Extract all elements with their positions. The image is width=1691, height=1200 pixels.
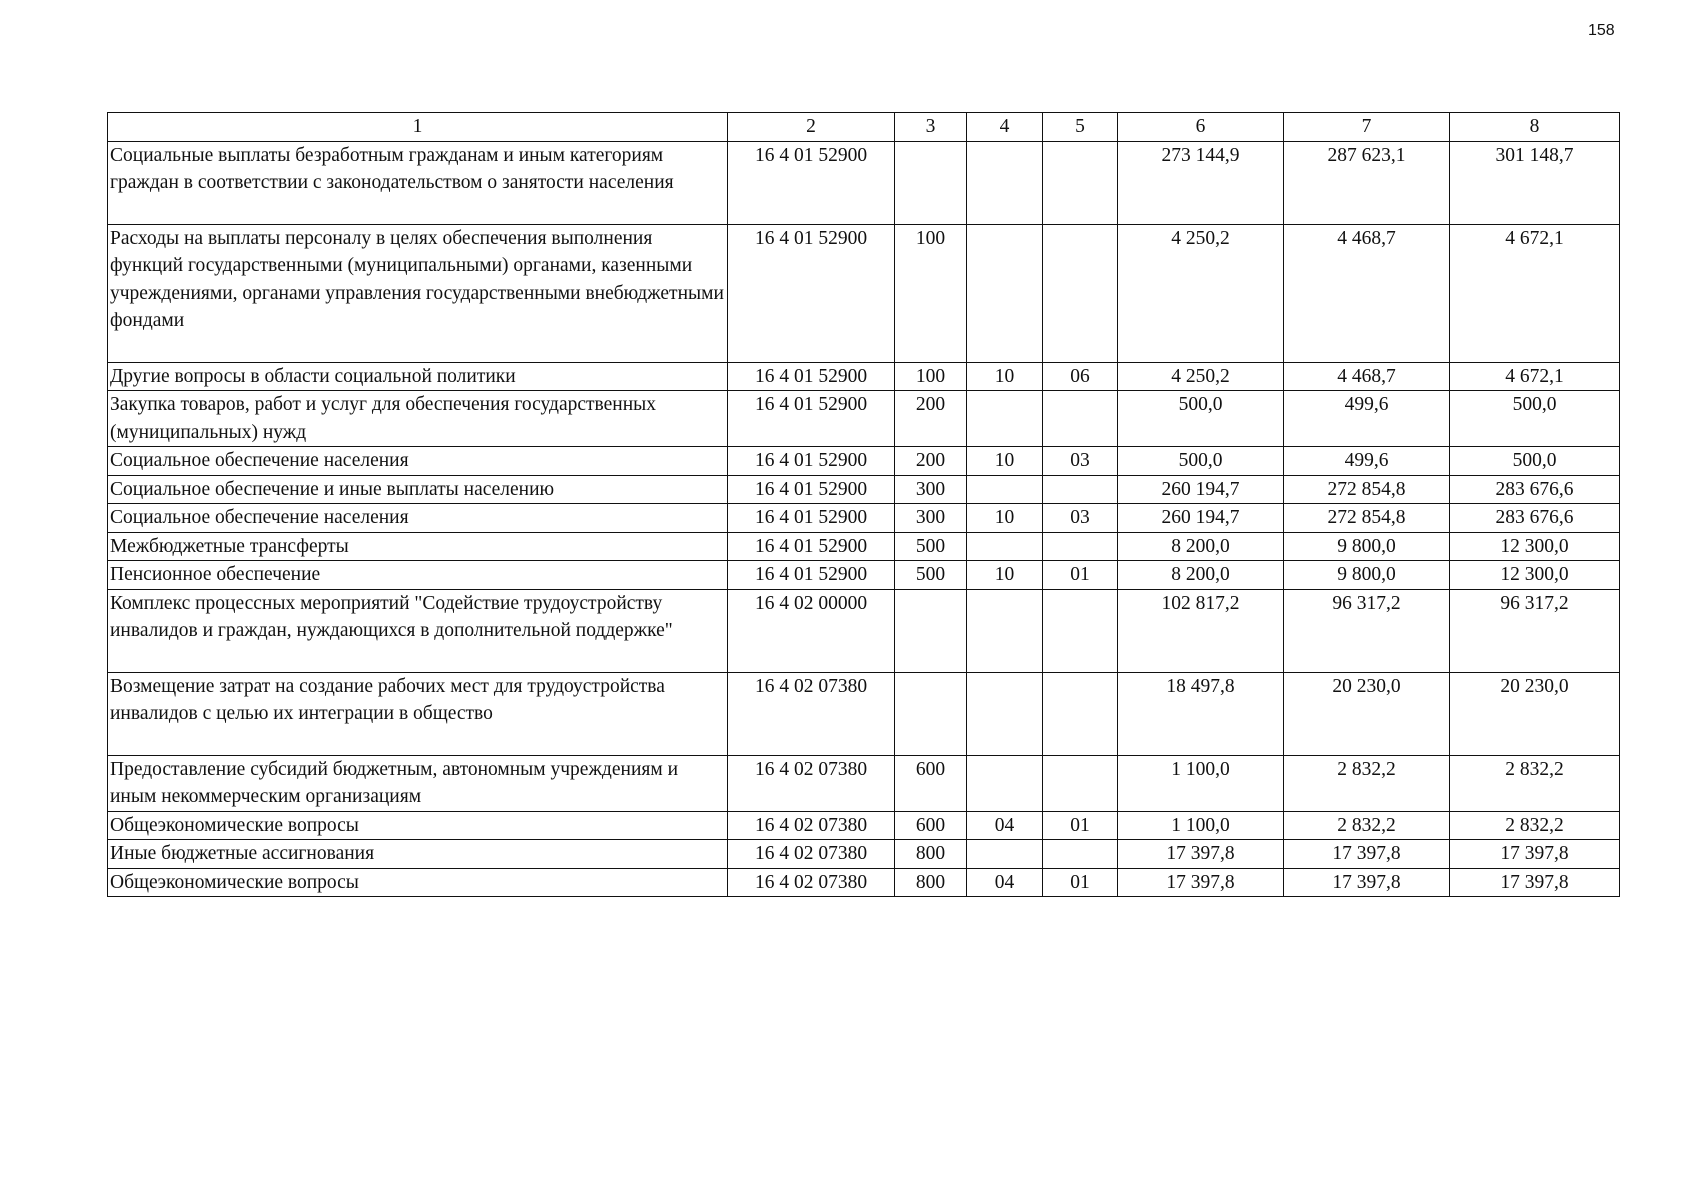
cell-target-code: 16 4 01 52900 — [728, 561, 895, 590]
cell-subsection: 01 — [1043, 811, 1118, 840]
cell-name: Другие вопросы в области социальной политики — [108, 362, 728, 391]
cell-target-code: 16 4 02 07380 — [728, 755, 895, 811]
table-row — [108, 755, 1620, 811]
cell-amount-year-1: 8 200,0 — [1118, 561, 1284, 590]
cell-expense-type — [895, 141, 967, 224]
cell-amount-year-2: 9 800,0 — [1284, 532, 1450, 561]
table-row — [108, 672, 1620, 755]
cell-amount-year-2: 9 800,0 — [1284, 561, 1450, 590]
cell-expense-type: 600 — [895, 811, 967, 840]
cell-subsection — [1043, 224, 1118, 362]
cell-name: Социальные выплаты безработным гражданам и иным категориям граждан в соответствии с законодательством о занятости населения — [108, 141, 728, 224]
cell-amount-year-3: 20 230,0 — [1450, 672, 1620, 755]
cell-name: Предоставление субсидий бюджетным, автономным учреждениям и иным некоммерческим организациям — [108, 755, 728, 811]
cell-subsection: 03 — [1043, 504, 1118, 533]
cell-amount-year-3: 283 676,6 — [1450, 475, 1620, 504]
cell-amount-year-1: 500,0 — [1118, 447, 1284, 476]
cell-amount-year-1: 260 194,7 — [1118, 475, 1284, 504]
cell-target-code: 16 4 01 52900 — [728, 141, 895, 224]
cell-target-code: 16 4 01 52900 — [728, 391, 895, 447]
cell-amount-year-3: 500,0 — [1450, 447, 1620, 476]
cell-amount-year-2: 96 317,2 — [1284, 589, 1450, 672]
cell-amount-year-2: 17 397,8 — [1284, 840, 1450, 869]
cell-expense-type: 500 — [895, 561, 967, 590]
cell-amount-year-3: 12 300,0 — [1450, 561, 1620, 590]
cell-expense-type: 200 — [895, 447, 967, 476]
cell-amount-year-1: 260 194,7 — [1118, 504, 1284, 533]
cell-amount-year-1: 4 250,2 — [1118, 362, 1284, 391]
cell-target-code: 16 4 02 07380 — [728, 811, 895, 840]
cell-amount-year-3: 4 672,1 — [1450, 224, 1620, 362]
cell-name: Пенсионное обеспечение — [108, 561, 728, 590]
cell-amount-year-1: 8 200,0 — [1118, 532, 1284, 561]
cell-target-code: 16 4 01 52900 — [728, 504, 895, 533]
cell-target-code: 16 4 01 52900 — [728, 224, 895, 362]
cell-section — [967, 141, 1043, 224]
cell-name: Иные бюджетные ассигнования — [108, 840, 728, 869]
cell-target-code: 16 4 02 07380 — [728, 672, 895, 755]
cell-section — [967, 475, 1043, 504]
column-header: 7 — [1284, 113, 1450, 142]
cell-name: Расходы на выплаты персоналу в целях обеспечения выполнения функций государственными (муниципальными) органами, казенными учреждениями, органами управления государственными внебюджетными фондами — [108, 224, 728, 362]
cell-target-code: 16 4 01 52900 — [728, 447, 895, 476]
cell-target-code: 16 4 02 07380 — [728, 868, 895, 897]
cell-section: 10 — [967, 504, 1043, 533]
cell-amount-year-2: 272 854,8 — [1284, 504, 1450, 533]
cell-subsection — [1043, 589, 1118, 672]
cell-section — [967, 589, 1043, 672]
cell-amount-year-3: 4 672,1 — [1450, 362, 1620, 391]
cell-amount-year-3: 283 676,6 — [1450, 504, 1620, 533]
cell-subsection — [1043, 475, 1118, 504]
cell-amount-year-2: 4 468,7 — [1284, 224, 1450, 362]
cell-amount-year-2: 20 230,0 — [1284, 672, 1450, 755]
table-row — [108, 391, 1620, 447]
cell-name: Общеэкономические вопросы — [108, 811, 728, 840]
column-header: 1 — [108, 113, 728, 142]
cell-target-code: 16 4 01 52900 — [728, 532, 895, 561]
column-header: 3 — [895, 113, 967, 142]
cell-amount-year-2: 4 468,7 — [1284, 362, 1450, 391]
cell-name: Социальное обеспечение населения — [108, 447, 728, 476]
cell-section: 10 — [967, 362, 1043, 391]
cell-expense-type: 500 — [895, 532, 967, 561]
column-header: 6 — [1118, 113, 1284, 142]
column-header: 8 — [1450, 113, 1620, 142]
cell-subsection — [1043, 391, 1118, 447]
cell-target-code: 16 4 01 52900 — [728, 475, 895, 504]
cell-subsection — [1043, 755, 1118, 811]
table-row — [108, 362, 1620, 391]
cell-target-code: 16 4 01 52900 — [728, 362, 895, 391]
table-row — [108, 504, 1620, 533]
cell-subsection — [1043, 141, 1118, 224]
cell-section: 04 — [967, 868, 1043, 897]
table-row — [108, 561, 1620, 590]
cell-expense-type: 300 — [895, 475, 967, 504]
cell-section: 04 — [967, 811, 1043, 840]
cell-expense-type: 100 — [895, 362, 967, 391]
cell-section — [967, 672, 1043, 755]
page-number: 158 — [1588, 22, 1615, 39]
cell-subsection: 01 — [1043, 868, 1118, 897]
cell-expense-type: 800 — [895, 868, 967, 897]
table-row — [108, 224, 1620, 362]
cell-subsection: 03 — [1043, 447, 1118, 476]
column-header: 4 — [967, 113, 1043, 142]
cell-amount-year-3: 301 148,7 — [1450, 141, 1620, 224]
cell-section — [967, 224, 1043, 362]
cell-amount-year-1: 17 397,8 — [1118, 868, 1284, 897]
table-row — [108, 475, 1620, 504]
cell-subsection — [1043, 532, 1118, 561]
cell-name: Комплекс процессных мероприятий "Содействие трудоустройству инвалидов и граждан, нуждающихся в дополнительной поддержке" — [108, 589, 728, 672]
cell-amount-year-3: 2 832,2 — [1450, 755, 1620, 811]
cell-amount-year-1: 1 100,0 — [1118, 755, 1284, 811]
cell-amount-year-1: 17 397,8 — [1118, 840, 1284, 869]
cell-expense-type: 300 — [895, 504, 967, 533]
cell-subsection: 06 — [1043, 362, 1118, 391]
cell-expense-type: 100 — [895, 224, 967, 362]
table-row — [108, 589, 1620, 672]
cell-amount-year-1: 500,0 — [1118, 391, 1284, 447]
cell-amount-year-1: 4 250,2 — [1118, 224, 1284, 362]
cell-expense-type — [895, 672, 967, 755]
cell-amount-year-3: 17 397,8 — [1450, 840, 1620, 869]
table-row — [108, 141, 1620, 224]
cell-name: Межбюджетные трансферты — [108, 532, 728, 561]
table-row — [108, 447, 1620, 476]
cell-amount-year-2: 2 832,2 — [1284, 811, 1450, 840]
cell-amount-year-1: 273 144,9 — [1118, 141, 1284, 224]
table-row — [108, 532, 1620, 561]
cell-name: Закупка товаров, работ и услуг для обеспечения государственных (муниципальных) нужд — [108, 391, 728, 447]
cell-section: 10 — [967, 561, 1043, 590]
cell-name: Общеэкономические вопросы — [108, 868, 728, 897]
table-row — [108, 868, 1620, 897]
cell-expense-type — [895, 589, 967, 672]
cell-subsection — [1043, 840, 1118, 869]
table-header-row — [108, 113, 1620, 142]
cell-section: 10 — [967, 447, 1043, 476]
cell-amount-year-2: 2 832,2 — [1284, 755, 1450, 811]
cell-expense-type: 800 — [895, 840, 967, 869]
cell-amount-year-1: 102 817,2 — [1118, 589, 1284, 672]
cell-amount-year-3: 17 397,8 — [1450, 868, 1620, 897]
table-body — [108, 141, 1620, 897]
cell-amount-year-2: 499,6 — [1284, 391, 1450, 447]
column-header: 5 — [1043, 113, 1118, 142]
cell-target-code: 16 4 02 00000 — [728, 589, 895, 672]
cell-amount-year-3: 12 300,0 — [1450, 532, 1620, 561]
column-header: 2 — [728, 113, 895, 142]
cell-amount-year-3: 500,0 — [1450, 391, 1620, 447]
budget-table — [107, 112, 1620, 897]
cell-amount-year-2: 17 397,8 — [1284, 868, 1450, 897]
cell-amount-year-2: 287 623,1 — [1284, 141, 1450, 224]
cell-section — [967, 840, 1043, 869]
cell-amount-year-2: 272 854,8 — [1284, 475, 1450, 504]
cell-amount-year-1: 18 497,8 — [1118, 672, 1284, 755]
cell-section — [967, 755, 1043, 811]
cell-name: Социальное обеспечение и иные выплаты населению — [108, 475, 728, 504]
cell-section — [967, 532, 1043, 561]
cell-amount-year-2: 499,6 — [1284, 447, 1450, 476]
cell-subsection: 01 — [1043, 561, 1118, 590]
table-row — [108, 811, 1620, 840]
cell-target-code: 16 4 02 07380 — [728, 840, 895, 869]
table-row — [108, 840, 1620, 869]
cell-name: Возмещение затрат на создание рабочих мест для трудоустройства инвалидов с целью их интеграции в общество — [108, 672, 728, 755]
cell-section — [967, 391, 1043, 447]
cell-name: Социальное обеспечение населения — [108, 504, 728, 533]
cell-amount-year-3: 96 317,2 — [1450, 589, 1620, 672]
cell-amount-year-1: 1 100,0 — [1118, 811, 1284, 840]
cell-amount-year-3: 2 832,2 — [1450, 811, 1620, 840]
cell-expense-type: 200 — [895, 391, 967, 447]
cell-expense-type: 600 — [895, 755, 967, 811]
cell-subsection — [1043, 672, 1118, 755]
